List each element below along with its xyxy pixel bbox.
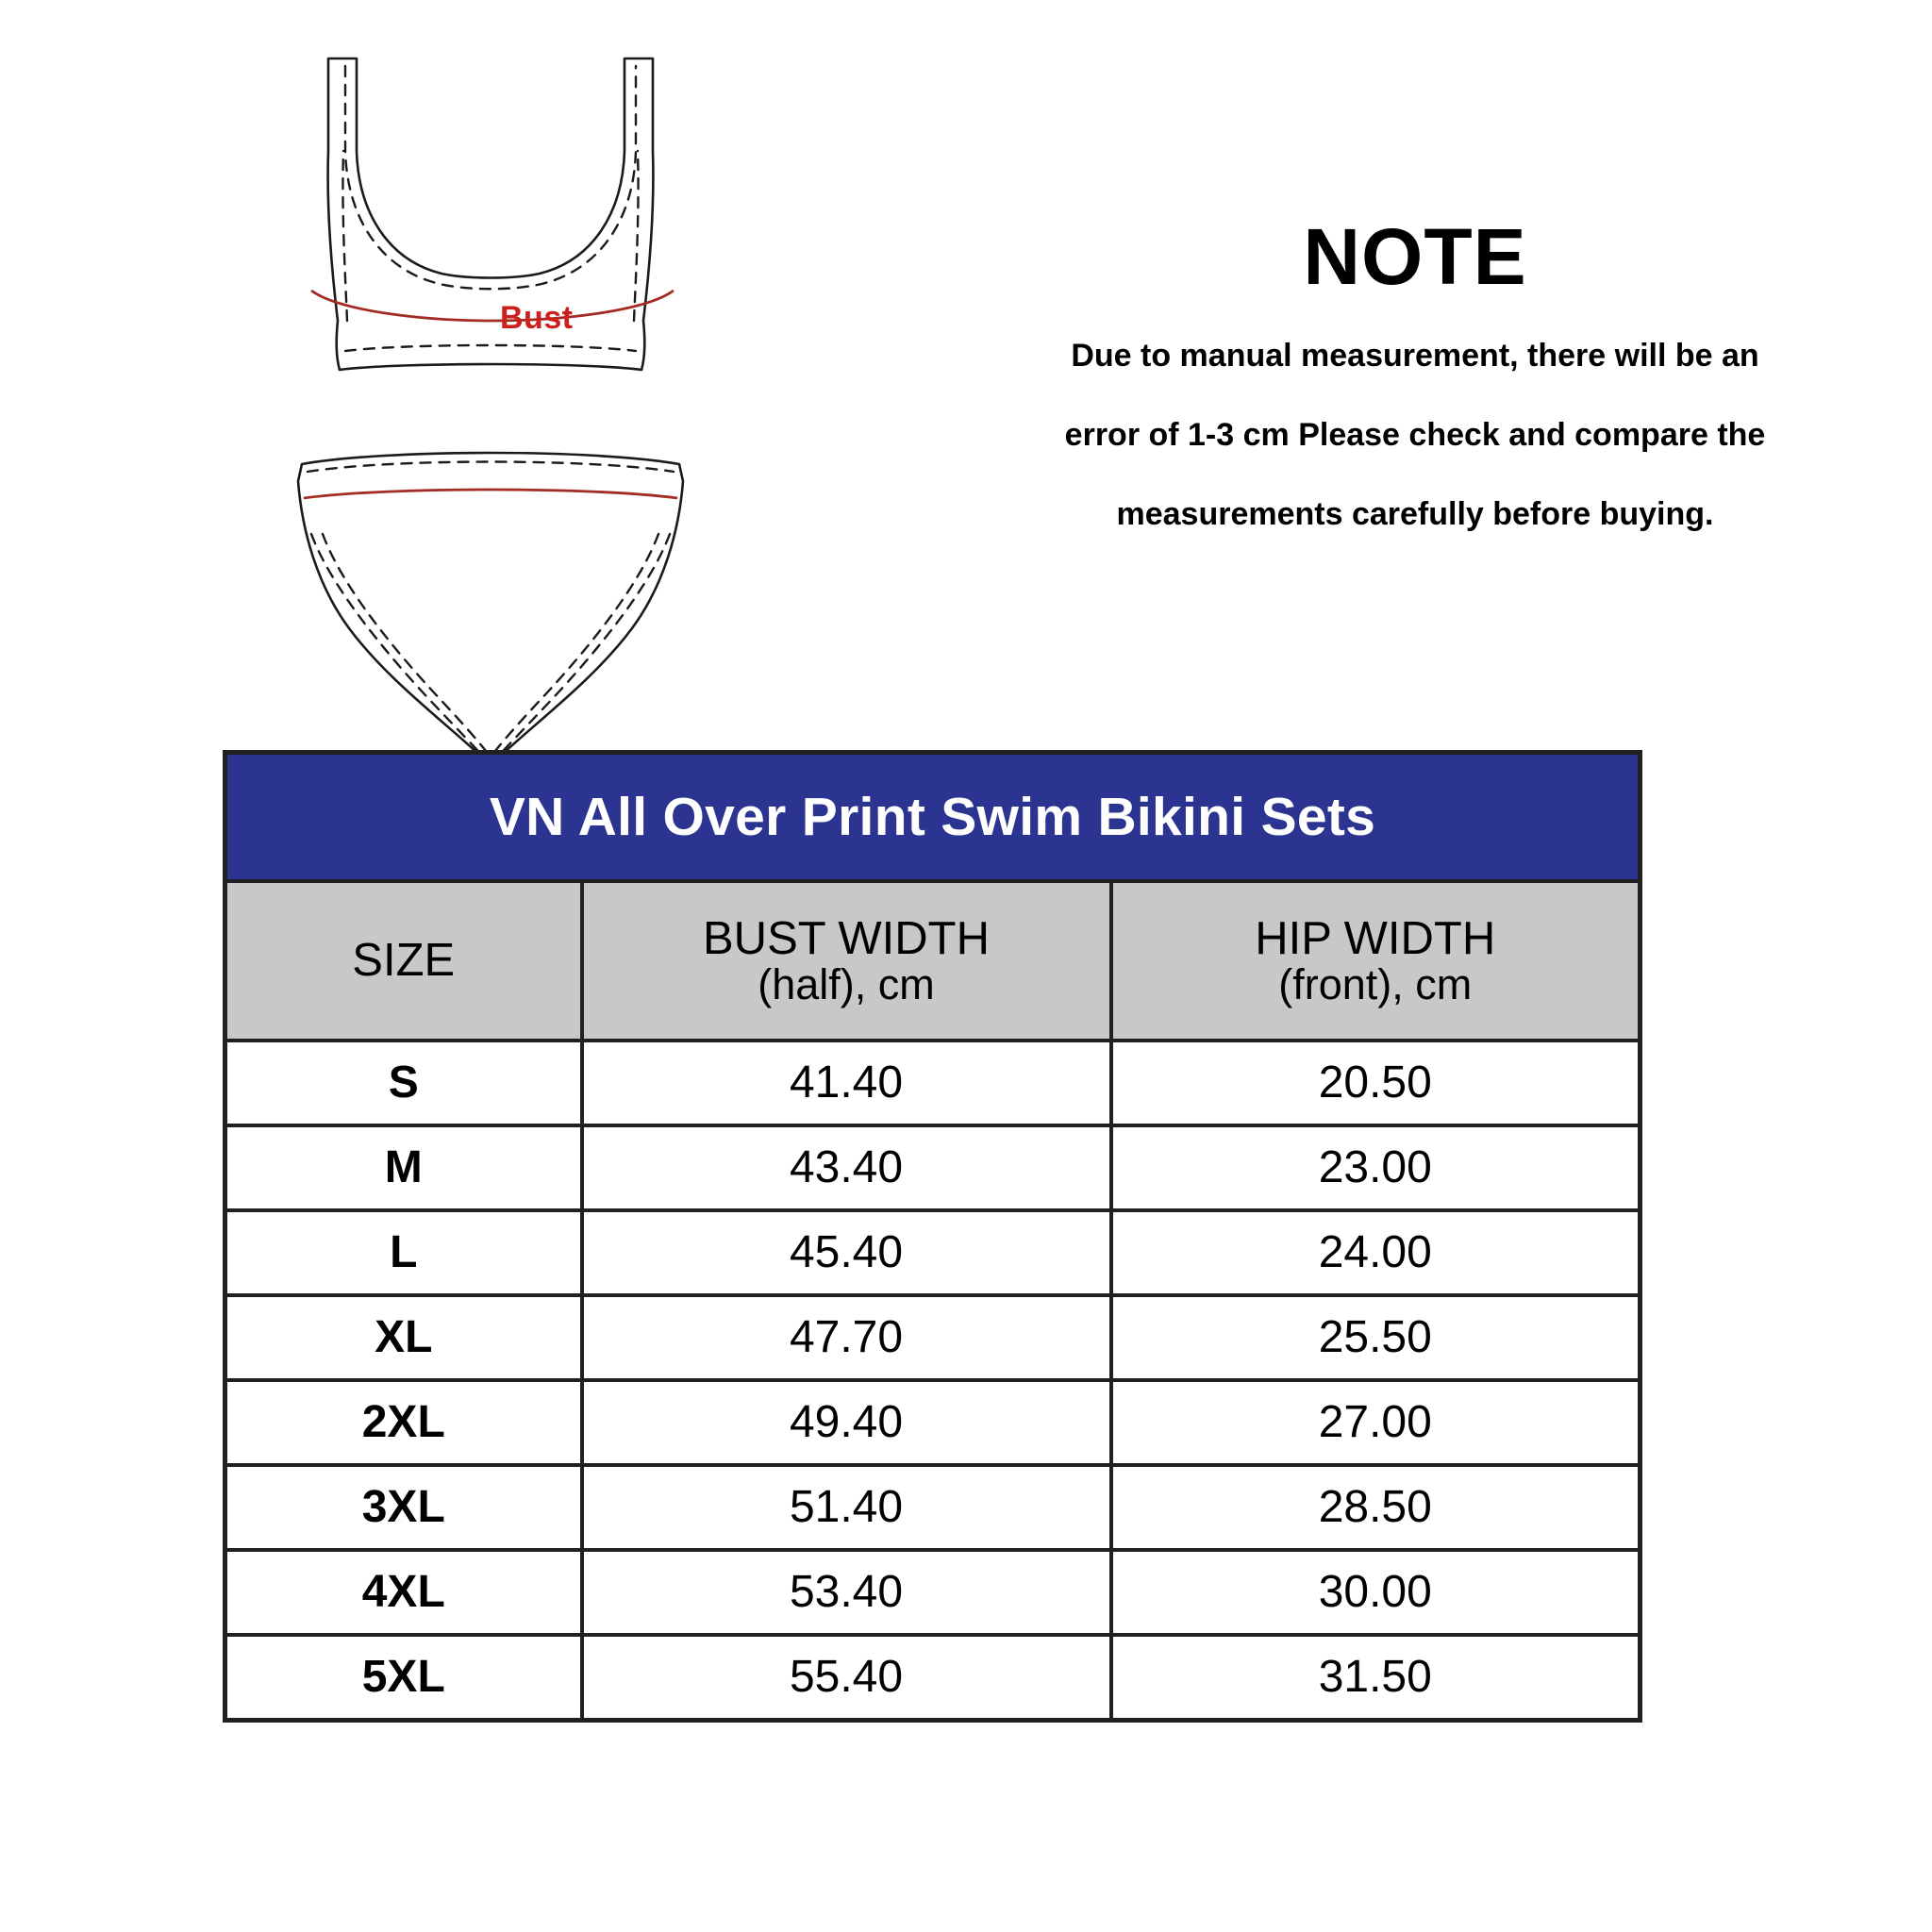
header-hip-sub: (front), cm [1278, 959, 1473, 1008]
note-block [1000, 212, 1830, 532]
cell-hip: 20.50 [1111, 1041, 1641, 1125]
table-row [225, 1295, 1641, 1380]
note-line-3: measurements carefully before buying. [1116, 496, 1714, 532]
table-row [225, 1210, 1641, 1295]
cell-bust: 41.40 [582, 1041, 1111, 1125]
cell-hip: 23.00 [1111, 1125, 1641, 1210]
illustration-and-note-area [0, 0, 1932, 745]
cell-size: 5XL [225, 1635, 582, 1721]
cell-size: S [225, 1041, 582, 1125]
header-size [225, 881, 582, 1041]
cell-bust: 45.40 [582, 1210, 1111, 1295]
size-chart-table-wrapper [223, 750, 1638, 1723]
bust-label: Bust [500, 300, 574, 336]
header-size-label: SIZE [352, 934, 456, 986]
note-line-1: Due to manual measurement, there will be an [1071, 338, 1759, 374]
size-chart-table [223, 750, 1642, 1723]
header-bust-main: BUST WIDTH [703, 912, 990, 964]
cell-bust: 49.40 [582, 1380, 1111, 1465]
cell-bust: 51.40 [582, 1465, 1111, 1550]
cell-hip: 27.00 [1111, 1380, 1641, 1465]
bikini-bottom-illustration [283, 443, 698, 774]
cell-hip: 24.00 [1111, 1210, 1641, 1295]
header-bust-sub: (half), cm [758, 959, 935, 1008]
cell-hip: 31.50 [1111, 1635, 1641, 1721]
cell-hip: 25.50 [1111, 1295, 1641, 1380]
table-title: VN All Over Print Swim Bikini Sets [489, 786, 1376, 847]
table-row [225, 1465, 1641, 1550]
cell-bust: 53.40 [582, 1550, 1111, 1635]
cell-size: L [225, 1210, 582, 1295]
note-line-2: error of 1-3 cm Please check and compare the [1064, 417, 1766, 453]
bikini-top-illustration [283, 38, 698, 415]
cell-size: 4XL [225, 1550, 582, 1635]
cell-hip: 30.00 [1111, 1550, 1641, 1635]
table-title-row [225, 753, 1641, 882]
cell-bust: 47.70 [582, 1295, 1111, 1380]
cell-hip: 28.50 [1111, 1465, 1641, 1550]
cell-size: XL [225, 1295, 582, 1380]
cell-size: 3XL [225, 1465, 582, 1550]
table-row [225, 1125, 1641, 1210]
cell-bust: 55.40 [582, 1635, 1111, 1721]
note-title: NOTE [1303, 212, 1527, 301]
garment-illustrations [283, 38, 755, 736]
table-header-row [225, 881, 1641, 1041]
header-hip-width [1111, 881, 1641, 1041]
table-row [225, 1380, 1641, 1465]
table-row [225, 1635, 1641, 1721]
cell-size: M [225, 1125, 582, 1210]
table-row [225, 1041, 1641, 1125]
header-hip-main: HIP WIDTH [1255, 912, 1496, 964]
cell-size: 2XL [225, 1380, 582, 1465]
table-title-cell [225, 753, 1641, 882]
cell-bust: 43.40 [582, 1125, 1111, 1210]
header-bust-width [582, 881, 1111, 1041]
table-row [225, 1550, 1641, 1635]
